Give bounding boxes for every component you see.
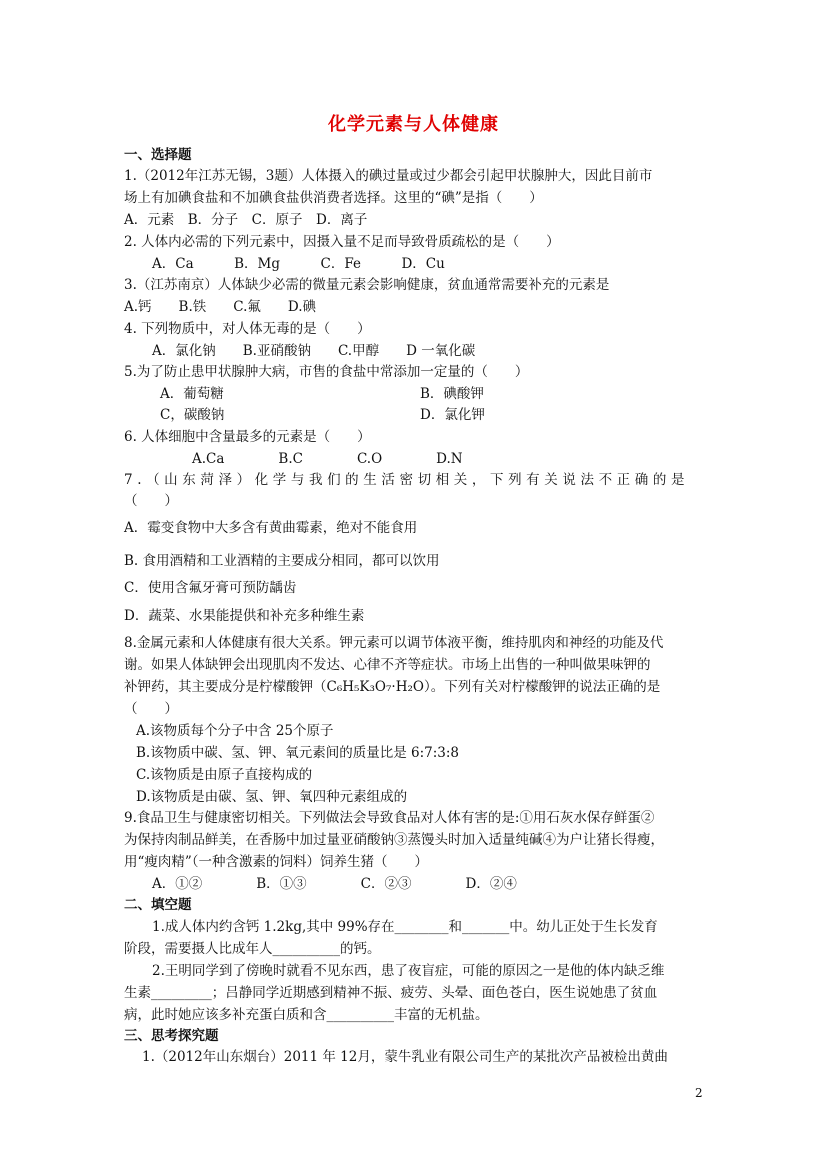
q6-options: A.Ca B.C C.O D.N — [192, 451, 463, 467]
fill-q1-line2: 阶段，需要摄人比成年人__________的钙。 — [124, 941, 381, 957]
section-heading-explore: 三、思考探究题 — [124, 1028, 219, 1044]
fill-q2-line3: 病，此时她应该多补充蛋白质和含__________丰富的无机盐。 — [124, 1007, 489, 1023]
q1-options: A．元素 B．分子 C．原子 D．离子 — [124, 212, 368, 228]
q3-options: A.钙 B.铁 C.氟 D.碘 — [124, 299, 317, 315]
q7-option-c: C．使用含氟牙膏可预防龋齿 — [124, 580, 297, 596]
q5-option-a: A．葡萄糖 — [160, 386, 224, 402]
q9-options: A．①② B．①③ C．②③ D．②④ — [152, 876, 517, 892]
q4-stem: 4. 下列物质中，对人体无毒的是（ ） — [124, 321, 371, 337]
q9-stem-line3: 用“瘦肉精”（一种含激素的饲料）饲养生猪（ ） — [124, 854, 429, 870]
q1-stem-line1: 1.（2012年江苏无锡，3题）人体摄入的碘过量或过少都会引起甲状腺肿大，因此目前市 — [124, 168, 653, 184]
q7-option-d: D．蔬菜、水果能提供和补充多种维生素 — [124, 608, 365, 624]
q2-stem: 2. 人体内必需的下列元素中，因摄入量不足而导致骨质疏松的是（ ） — [124, 234, 560, 250]
fill-q1-line1: 1.成人体内约含钙 1.2kg,其中 99%存在________和_______中。幼儿正处于生长发育 — [152, 919, 658, 935]
q8-stem-line1: 8.金属元素和人体健康有很大关系。钾元素可以调节体液平衡，维持肌肉和神经的功能及代 — [124, 635, 664, 651]
explore-q1-line1: 1.（2012年山东烟台）2011 年 12月，蒙牛乳业有限公司生产的某批次产品被检出黄曲 — [142, 1049, 668, 1065]
page-title: 化学元素与人体健康 — [328, 114, 499, 135]
q7-stem-paren: （ ） — [124, 493, 178, 509]
section-heading-choice: 一、选择题 — [124, 147, 192, 163]
q9-stem-line1: 9.食品卫生与健康密切相关。下列做法会导致食品对人体有害的是:①用石灰水保存鲜蛋② — [124, 810, 655, 826]
q7-option-a: A．霉变食物中大多含有黄曲霉素，绝对不能食用 — [124, 520, 418, 536]
q1-stem-line2: 场上有加碘食盐和不加碘食盐供消费者选择。这里的“碘”是指（ ） — [124, 190, 543, 206]
q2-options: A．Ca B．Mg C．Fe D．Cu — [152, 256, 445, 272]
fill-q2-line1: 2.王明同学到了傍晚时就看不见东西，患了夜盲症，可能的原因之一是他的体内缺乏维 — [152, 963, 665, 979]
q4-options: A．氯化钠 B.亚硝酸钠 C.甲醇 D 一氧化碳 — [152, 343, 476, 359]
q5-option-b: B．碘酸钾 — [420, 386, 484, 402]
q5-option-d: D．氯化钾 — [420, 407, 485, 423]
q9-stem-line2: 为保持肉制品鲜美，在香肠中加过量亚硝酸钠③蒸馒头时加入适量纯碱④为户让猪长得瘦， — [124, 832, 664, 848]
q7-option-b: B. 食用酒精和工业酒精的主要成分相同，都可以饮用 — [124, 553, 440, 569]
q5-option-c: C，碳酸钠 — [160, 407, 225, 423]
q8-option-a: A.该物质每个分子中含 25个原子 — [136, 723, 334, 739]
q5-stem: 5.为了防止患甲状腺肿大病，市售的食盐中常添加一定量的（ ） — [124, 364, 529, 380]
section-heading-fill: 二、填空题 — [124, 897, 192, 913]
q8-stem-line3: 补钾药，其主要成分是柠檬酸钾（C₆H₅K₃O₇·H₂O）。下列有关对柠檬酸钾的说法正确的是 — [124, 679, 661, 695]
q8-option-d: D.该物质是由碳、氢、钾、氧四种元素组成的 — [136, 789, 408, 805]
fill-q2-line2: 生素_________；吕静同学近期感到精神不振、疲劳、头晕、面色苍白，医生说她患了贫血 — [124, 985, 658, 1001]
q8-stem-paren: （ ） — [124, 701, 178, 717]
q8-option-b: B.该物质中碳、氢、钾、氧元素间的质量比是 6:7:3:8 — [136, 745, 460, 761]
q8-option-c: C.该物质是由原子直接构成的 — [136, 767, 313, 783]
q3-stem: 3.（江苏南京）人体缺少必需的微量元素会影响健康，贫血通常需要补充的元素是 — [124, 277, 610, 293]
q8-stem-line2: 谢。如果人体缺钾会出现肌肉不发达、心律不齐等症状。市场上出售的一种叫做果味钾的 — [124, 657, 651, 673]
page-number: 2 — [695, 1086, 703, 1100]
q6-stem: 6. 人体细胞中含量最多的元素是（ ） — [124, 429, 371, 445]
q7-stem: 7.（山东菏泽）化学与我们的生活密切相关，下列有关说法不正确的是 — [124, 472, 690, 488]
